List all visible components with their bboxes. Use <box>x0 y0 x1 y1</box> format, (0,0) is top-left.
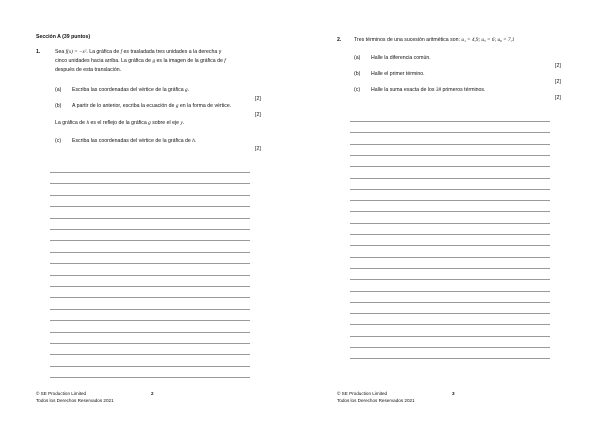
answer-line[interactable] <box>50 297 250 298</box>
question-1-line-2: cinco unidades hacia arriba. La gráfica de g es la imagen de la gráfica de f <box>55 58 226 64</box>
part-a-label: (a) <box>55 87 62 93</box>
answer-line[interactable] <box>50 172 250 173</box>
page-number: 3 <box>452 391 455 396</box>
answer-line[interactable] <box>50 343 250 344</box>
answer-line[interactable] <box>350 245 550 246</box>
answer-line[interactable] <box>50 366 250 367</box>
answer-line[interactable] <box>350 189 550 190</box>
q2-part-c-text: Halle la suma exacta de los 38 primeros términos. <box>371 87 486 93</box>
q2-part-b-label: (b) <box>354 71 361 77</box>
footer-rights: Todos los Derechos Reservados 2021 <box>36 398 114 403</box>
answer-line[interactable] <box>50 354 250 355</box>
answer-line[interactable] <box>50 252 250 253</box>
answer-line[interactable] <box>350 347 550 348</box>
answer-line[interactable] <box>350 223 550 224</box>
section-title: Sección A (39 puntos) <box>36 34 91 40</box>
answer-line[interactable] <box>50 309 250 310</box>
answer-line[interactable] <box>350 211 550 212</box>
part-a-marks: [2] <box>255 96 261 102</box>
part-b-label: (b) <box>55 103 62 109</box>
q2-part-c-label: (c) <box>354 87 361 93</box>
footer-copyright: © SE Production Limited <box>36 391 87 396</box>
right-page <box>300 0 600 424</box>
answer-line[interactable] <box>350 121 550 122</box>
part-b-text: A partir de lo anterior, escriba la ecuación de g en la forma de vértice. <box>72 103 232 109</box>
q2-part-a-marks: [2] <box>555 63 561 69</box>
part-a-text: Escriba las coordenadas del vértice de la gráfica g. <box>72 87 190 93</box>
q2-part-a-text: Halle la diferencia común. <box>371 55 431 61</box>
question-1-line-3: después de esta translación. <box>55 67 122 73</box>
q2-part-b-text: Halle el primer término. <box>371 71 425 77</box>
answer-line[interactable] <box>50 206 250 207</box>
part-c-label: (c) <box>55 138 62 144</box>
answer-line[interactable] <box>350 155 550 156</box>
answer-line[interactable] <box>350 178 550 179</box>
answer-line[interactable] <box>350 268 550 269</box>
answer-line[interactable] <box>350 291 550 292</box>
answer-line[interactable] <box>350 279 550 280</box>
answer-line[interactable] <box>350 132 550 133</box>
answer-line[interactable] <box>350 257 550 258</box>
answer-line[interactable] <box>50 275 250 276</box>
answer-line[interactable] <box>350 324 550 325</box>
question-1-line-1: Sea f(x) = −x². La gráfica de f es trasladada tres unidades a la derecha y <box>55 49 222 55</box>
answer-line[interactable] <box>50 263 250 264</box>
q2-part-c-marks: [2] <box>555 95 561 101</box>
answer-line[interactable] <box>50 286 250 287</box>
q2-part-a-label: (a) <box>354 55 361 61</box>
answer-line[interactable] <box>350 234 550 235</box>
answer-line[interactable] <box>350 302 550 303</box>
page-number: 2 <box>151 391 154 396</box>
question-2-intro: Tres términos de una sucesión aritmética son: u₁ = 4,9; u₅ = 6; u₈ = 7,1 <box>354 37 515 43</box>
answer-line[interactable] <box>50 377 250 378</box>
answer-line[interactable] <box>350 358 550 359</box>
answer-line[interactable] <box>350 166 550 167</box>
answer-line[interactable] <box>350 336 550 337</box>
part-c-marks: [2] <box>255 146 261 152</box>
question-1-number: 1. <box>36 49 41 55</box>
answer-line[interactable] <box>50 195 250 196</box>
answer-line[interactable] <box>350 313 550 314</box>
part-c-text: Escriba las coordenadas del vértice de la gráfica de h. <box>72 138 197 144</box>
footer-rights: Todos los Derechos Reservados 2021 <box>337 398 415 403</box>
part-b-marks: [2] <box>255 112 261 118</box>
reflection-statement: La gráfica de h es el reflejo de la gráfica g sobre el eje y. <box>55 120 185 126</box>
answer-line[interactable] <box>50 320 250 321</box>
answer-line[interactable] <box>50 229 250 230</box>
answer-line[interactable] <box>50 332 250 333</box>
question-2-number: 2. <box>337 37 342 43</box>
footer-copyright: © SE Production Limited <box>337 391 388 396</box>
answer-line[interactable] <box>50 183 250 184</box>
answer-line[interactable] <box>50 218 250 219</box>
answer-line[interactable] <box>350 144 550 145</box>
q2-part-b-marks: [2] <box>555 79 561 85</box>
answer-line[interactable] <box>50 240 250 241</box>
answer-line[interactable] <box>350 200 550 201</box>
